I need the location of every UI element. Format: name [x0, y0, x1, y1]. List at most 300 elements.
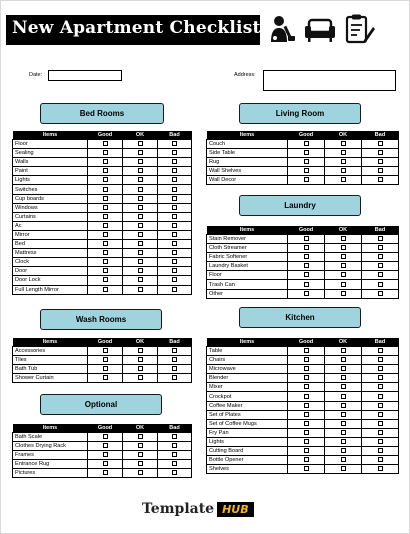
- washrooms-heading: Wash Rooms: [40, 309, 162, 330]
- bad-cell: [158, 267, 192, 276]
- optional-heading: Optional: [40, 394, 162, 415]
- good-checkbox[interactable]: [103, 375, 108, 380]
- ok-checkbox[interactable]: [138, 168, 143, 173]
- column-header-ok: OK: [123, 424, 158, 433]
- ok-checkbox[interactable]: [138, 159, 143, 164]
- bad-checkbox[interactable]: [172, 268, 177, 273]
- ok-checkbox[interactable]: [138, 287, 143, 292]
- ok-cell: [123, 460, 158, 469]
- good-checkbox[interactable]: [103, 366, 108, 371]
- ok-checkbox[interactable]: [138, 443, 143, 448]
- ok-cell: [123, 230, 158, 239]
- table-row: [207, 280, 399, 289]
- table-row: [13, 167, 192, 176]
- bad-checkbox[interactable]: [172, 259, 177, 264]
- ok-checkbox[interactable]: [138, 241, 143, 246]
- ok-checkbox[interactable]: [341, 466, 346, 471]
- bad-cell: [158, 347, 192, 356]
- bad-cell: [158, 285, 192, 294]
- good-checkbox[interactable]: [103, 205, 108, 210]
- ok-cell: [325, 383, 362, 392]
- table-row: [207, 140, 399, 149]
- table-row: [207, 437, 399, 446]
- bad-cell: [158, 221, 192, 230]
- table-row: [207, 392, 399, 401]
- bad-checkbox[interactable]: [378, 177, 383, 182]
- bad-checkbox[interactable]: [172, 196, 177, 201]
- table-row: [13, 365, 192, 374]
- bad-checkbox[interactable]: [172, 452, 177, 457]
- item-label: Crockpot: [207, 392, 288, 401]
- good-checkbox[interactable]: [304, 272, 309, 277]
- ok-checkbox[interactable]: [341, 282, 346, 287]
- ok-cell: [325, 244, 362, 253]
- ok-cell: [325, 465, 362, 474]
- ok-checkbox[interactable]: [341, 384, 346, 389]
- table-row: [207, 465, 399, 474]
- good-cell: [88, 240, 123, 249]
- page-title: New Apartment Checklist: [12, 18, 261, 38]
- column-header-ok: OK: [123, 338, 158, 347]
- bedrooms-table: [12, 131, 192, 295]
- bad-checkbox[interactable]: [378, 457, 383, 462]
- good-checkbox[interactable]: [103, 250, 108, 255]
- bad-cell: [158, 356, 192, 365]
- table-row: [13, 258, 192, 267]
- table-row: [13, 140, 192, 149]
- column-header-ok: OK: [123, 131, 158, 140]
- table-row: [13, 267, 192, 276]
- good-cell: [288, 401, 325, 410]
- good-checkbox[interactable]: [304, 448, 309, 453]
- bad-checkbox[interactable]: [378, 375, 383, 380]
- item-label: Other: [207, 289, 288, 298]
- good-checkbox[interactable]: [304, 466, 309, 471]
- good-checkbox[interactable]: [304, 439, 309, 444]
- table-row: [13, 451, 192, 460]
- good-cell: [288, 383, 325, 392]
- table-row: [13, 158, 192, 167]
- item-label: Clock: [13, 258, 88, 267]
- good-checkbox[interactable]: [103, 177, 108, 182]
- ok-checkbox[interactable]: [341, 291, 346, 296]
- bad-checkbox[interactable]: [378, 430, 383, 435]
- ok-checkbox[interactable]: [341, 272, 346, 277]
- ok-checkbox[interactable]: [138, 277, 143, 282]
- item-label: Curtains: [13, 212, 88, 221]
- bad-cell: [362, 262, 399, 271]
- good-cell: [88, 230, 123, 239]
- good-cell: [288, 392, 325, 401]
- good-checkbox[interactable]: [103, 214, 108, 219]
- table-row: [207, 149, 399, 158]
- ok-checkbox[interactable]: [341, 439, 346, 444]
- bad-checkbox[interactable]: [172, 159, 177, 164]
- bad-checkbox[interactable]: [172, 168, 177, 173]
- ok-cell: [123, 374, 158, 383]
- ok-checkbox[interactable]: [138, 232, 143, 237]
- good-checkbox[interactable]: [103, 223, 108, 228]
- ok-cell: [325, 140, 362, 149]
- item-label: Ac: [13, 221, 88, 230]
- ok-checkbox[interactable]: [341, 394, 346, 399]
- ok-cell: [123, 140, 158, 149]
- ok-checkbox[interactable]: [138, 470, 143, 475]
- table-row: [207, 262, 399, 271]
- ok-checkbox[interactable]: [138, 187, 143, 192]
- good-cell: [288, 149, 325, 158]
- ok-checkbox[interactable]: [341, 366, 346, 371]
- good-cell: [288, 140, 325, 149]
- ok-checkbox[interactable]: [341, 448, 346, 453]
- item-label: Stain Remover: [207, 235, 288, 244]
- bad-checkbox[interactable]: [172, 443, 177, 448]
- item-label: Accessories: [13, 347, 88, 356]
- good-checkbox[interactable]: [103, 196, 108, 201]
- table-row: [207, 244, 399, 253]
- item-label: Mirror: [13, 230, 88, 239]
- good-cell: [288, 374, 325, 383]
- good-checkbox[interactable]: [103, 287, 108, 292]
- good-cell: [88, 140, 123, 149]
- bad-checkbox[interactable]: [172, 150, 177, 155]
- table-row: [207, 410, 399, 419]
- ok-cell: [325, 271, 362, 280]
- bad-checkbox[interactable]: [378, 466, 383, 471]
- good-cell: [288, 419, 325, 428]
- item-label: Bed: [13, 240, 88, 249]
- bad-checkbox[interactable]: [378, 236, 383, 241]
- table-row: [13, 203, 192, 212]
- good-checkbox[interactable]: [304, 168, 309, 173]
- bad-checkbox[interactable]: [172, 232, 177, 237]
- table-row: [13, 185, 192, 194]
- table-row: [13, 176, 192, 185]
- table-row: [207, 253, 399, 262]
- good-checkbox[interactable]: [304, 177, 309, 182]
- bad-checkbox[interactable]: [378, 357, 383, 362]
- good-checkbox[interactable]: [304, 421, 309, 426]
- bad-checkbox[interactable]: [378, 448, 383, 453]
- table-row: [207, 176, 399, 185]
- good-checkbox[interactable]: [103, 443, 108, 448]
- ok-cell: [325, 235, 362, 244]
- bad-checkbox[interactable]: [378, 439, 383, 444]
- column-header-bad: Bad: [158, 338, 192, 347]
- bad-checkbox[interactable]: [378, 403, 383, 408]
- ok-checkbox[interactable]: [138, 205, 143, 210]
- bad-checkbox[interactable]: [378, 150, 383, 155]
- good-checkbox[interactable]: [304, 254, 309, 259]
- ok-checkbox[interactable]: [138, 177, 143, 182]
- good-checkbox[interactable]: [304, 291, 309, 296]
- item-label: Switches: [13, 185, 88, 194]
- good-cell: [288, 280, 325, 289]
- bad-cell: [362, 289, 399, 298]
- bad-cell: [362, 365, 399, 374]
- table-row: [13, 285, 192, 294]
- good-cell: [88, 285, 123, 294]
- ok-cell: [325, 149, 362, 158]
- ok-checkbox[interactable]: [341, 421, 346, 426]
- bad-cell: [362, 437, 399, 446]
- washrooms-table: [12, 338, 192, 383]
- item-label: Door Lock: [13, 276, 88, 285]
- ok-cell: [325, 392, 362, 401]
- bad-cell: [158, 140, 192, 149]
- bad-cell: [362, 465, 399, 474]
- bad-checkbox[interactable]: [378, 394, 383, 399]
- ok-cell: [325, 456, 362, 465]
- good-checkbox[interactable]: [304, 430, 309, 435]
- bad-checkbox[interactable]: [378, 245, 383, 250]
- good-cell: [88, 158, 123, 167]
- ok-cell: [325, 347, 362, 356]
- good-checkbox[interactable]: [103, 461, 108, 466]
- good-checkbox[interactable]: [304, 384, 309, 389]
- ok-cell: [123, 469, 158, 478]
- ok-cell: [123, 194, 158, 203]
- ok-checkbox[interactable]: [341, 150, 346, 155]
- item-label: Shower Curtain: [13, 374, 88, 383]
- bad-checkbox[interactable]: [378, 254, 383, 259]
- bad-checkbox[interactable]: [378, 141, 383, 146]
- ok-checkbox[interactable]: [138, 452, 143, 457]
- table-row: [207, 365, 399, 374]
- good-checkbox[interactable]: [103, 357, 108, 362]
- ok-cell: [123, 365, 158, 374]
- column-header-item: Items: [207, 131, 288, 140]
- good-cell: [88, 460, 123, 469]
- table-row: [207, 456, 399, 465]
- good-checkbox[interactable]: [304, 282, 309, 287]
- ok-checkbox[interactable]: [341, 348, 346, 353]
- ok-checkbox[interactable]: [341, 168, 346, 173]
- good-checkbox[interactable]: [304, 394, 309, 399]
- good-cell: [88, 276, 123, 285]
- good-checkbox[interactable]: [103, 470, 108, 475]
- good-checkbox[interactable]: [304, 236, 309, 241]
- table-header-row: [207, 131, 399, 140]
- table-row: [207, 356, 399, 365]
- bad-checkbox[interactable]: [172, 348, 177, 353]
- logo-text-hub: HUB: [217, 502, 254, 517]
- bad-checkbox[interactable]: [378, 366, 383, 371]
- living-room-heading: Living Room: [239, 103, 361, 124]
- good-checkbox[interactable]: [103, 168, 108, 173]
- good-cell: [88, 249, 123, 258]
- good-checkbox[interactable]: [103, 434, 108, 439]
- bad-checkbox[interactable]: [172, 205, 177, 210]
- item-label: Set of Coffee Mugs: [207, 419, 288, 428]
- good-checkbox[interactable]: [103, 187, 108, 192]
- ok-cell: [123, 185, 158, 194]
- ok-checkbox[interactable]: [138, 250, 143, 255]
- bad-checkbox[interactable]: [378, 272, 383, 277]
- good-cell: [88, 212, 123, 221]
- ok-checkbox[interactable]: [138, 214, 143, 219]
- item-label: Bath Tub: [13, 365, 88, 374]
- bad-checkbox[interactable]: [172, 366, 177, 371]
- good-cell: [88, 167, 123, 176]
- good-checkbox[interactable]: [103, 141, 108, 146]
- good-checkbox[interactable]: [103, 268, 108, 273]
- good-cell: [288, 253, 325, 262]
- ok-checkbox[interactable]: [341, 177, 346, 182]
- table-row: [207, 235, 399, 244]
- bad-checkbox[interactable]: [172, 223, 177, 228]
- column-header-bad: Bad: [158, 424, 192, 433]
- ok-checkbox[interactable]: [138, 375, 143, 380]
- item-label: Lights: [13, 176, 88, 185]
- bad-cell: [362, 176, 399, 185]
- bad-checkbox[interactable]: [172, 461, 177, 466]
- good-checkbox[interactable]: [103, 348, 108, 353]
- bad-cell: [362, 149, 399, 158]
- good-checkbox[interactable]: [103, 259, 108, 264]
- good-cell: [288, 158, 325, 167]
- bad-checkbox[interactable]: [172, 357, 177, 362]
- item-label: Fry Pan: [207, 428, 288, 437]
- table-row: [13, 221, 192, 230]
- ok-checkbox[interactable]: [341, 254, 346, 259]
- table-row: [13, 149, 192, 158]
- bad-checkbox[interactable]: [378, 421, 383, 426]
- ok-checkbox[interactable]: [341, 357, 346, 362]
- ok-checkbox[interactable]: [341, 245, 346, 250]
- good-cell: [88, 258, 123, 267]
- good-checkbox[interactable]: [304, 245, 309, 250]
- ok-cell: [123, 285, 158, 294]
- ok-checkbox[interactable]: [138, 196, 143, 201]
- ok-checkbox[interactable]: [138, 348, 143, 353]
- good-checkbox[interactable]: [304, 150, 309, 155]
- item-label: Table: [207, 347, 288, 356]
- good-checkbox[interactable]: [304, 366, 309, 371]
- ok-checkbox[interactable]: [341, 403, 346, 408]
- good-checkbox[interactable]: [103, 159, 108, 164]
- bad-checkbox[interactable]: [378, 159, 383, 164]
- bad-checkbox[interactable]: [172, 141, 177, 146]
- bad-checkbox[interactable]: [378, 412, 383, 417]
- ok-checkbox[interactable]: [138, 223, 143, 228]
- good-checkbox[interactable]: [103, 150, 108, 155]
- good-checkbox[interactable]: [304, 159, 309, 164]
- date-field[interactable]: [48, 70, 122, 81]
- bad-checkbox[interactable]: [172, 177, 177, 182]
- ok-checkbox[interactable]: [138, 268, 143, 273]
- bad-cell: [362, 410, 399, 419]
- table-row: [207, 271, 399, 280]
- table-header-row: [207, 226, 399, 235]
- table-header-row: [13, 424, 192, 433]
- good-cell: [288, 167, 325, 176]
- bad-cell: [158, 374, 192, 383]
- ok-cell: [123, 203, 158, 212]
- good-cell: [288, 176, 325, 185]
- ok-checkbox[interactable]: [341, 263, 346, 268]
- ok-checkbox[interactable]: [341, 159, 346, 164]
- good-checkbox[interactable]: [304, 348, 309, 353]
- ok-checkbox[interactable]: [341, 457, 346, 462]
- good-cell: [88, 176, 123, 185]
- bad-cell: [158, 433, 192, 442]
- good-checkbox[interactable]: [304, 141, 309, 146]
- item-label: Floor: [13, 140, 88, 149]
- bad-checkbox[interactable]: [378, 291, 383, 296]
- good-cell: [88, 203, 123, 212]
- table-row: [13, 442, 192, 451]
- good-checkbox[interactable]: [304, 457, 309, 462]
- ok-checkbox[interactable]: [138, 259, 143, 264]
- bad-checkbox[interactable]: [378, 384, 383, 389]
- bad-checkbox[interactable]: [172, 434, 177, 439]
- address-field[interactable]: [263, 70, 396, 91]
- good-checkbox[interactable]: [304, 263, 309, 268]
- item-label: Trash Can: [207, 280, 288, 289]
- bad-checkbox[interactable]: [172, 277, 177, 282]
- good-checkbox[interactable]: [103, 452, 108, 457]
- bad-cell: [158, 240, 192, 249]
- ok-checkbox[interactable]: [341, 375, 346, 380]
- bad-checkbox[interactable]: [378, 168, 383, 173]
- good-checkbox[interactable]: [103, 241, 108, 246]
- ok-checkbox[interactable]: [138, 366, 143, 371]
- column-header-good: Good: [88, 131, 123, 140]
- good-cell: [88, 267, 123, 276]
- table-row: [13, 469, 192, 478]
- ok-cell: [325, 176, 362, 185]
- bad-checkbox[interactable]: [172, 375, 177, 380]
- bad-cell: [362, 280, 399, 289]
- bad-checkbox[interactable]: [172, 287, 177, 292]
- ok-checkbox[interactable]: [341, 412, 346, 417]
- good-checkbox[interactable]: [304, 403, 309, 408]
- column-header-good: Good: [288, 131, 325, 140]
- bad-checkbox[interactable]: [378, 348, 383, 353]
- bad-checkbox[interactable]: [378, 263, 383, 268]
- bad-checkbox[interactable]: [172, 250, 177, 255]
- ok-checkbox[interactable]: [138, 434, 143, 439]
- bad-cell: [362, 428, 399, 437]
- ok-checkbox[interactable]: [138, 357, 143, 362]
- bad-checkbox[interactable]: [172, 187, 177, 192]
- bad-checkbox[interactable]: [378, 282, 383, 287]
- ok-cell: [325, 356, 362, 365]
- ok-checkbox[interactable]: [341, 430, 346, 435]
- bad-checkbox[interactable]: [172, 241, 177, 246]
- good-checkbox[interactable]: [103, 277, 108, 282]
- good-checkbox[interactable]: [304, 412, 309, 417]
- column-header-ok: OK: [325, 131, 362, 140]
- item-label: Side Table: [207, 149, 288, 158]
- laundry-heading: Laundry: [239, 195, 361, 216]
- ok-checkbox[interactable]: [341, 141, 346, 146]
- item-label: Blender: [207, 374, 288, 383]
- item-label: Walls: [13, 158, 88, 167]
- ok-checkbox[interactable]: [138, 461, 143, 466]
- good-checkbox[interactable]: [304, 357, 309, 362]
- ok-checkbox[interactable]: [138, 141, 143, 146]
- bad-checkbox[interactable]: [172, 470, 177, 475]
- ok-checkbox[interactable]: [341, 236, 346, 241]
- good-checkbox[interactable]: [103, 232, 108, 237]
- ok-checkbox[interactable]: [138, 150, 143, 155]
- bad-cell: [158, 365, 192, 374]
- bad-cell: [158, 451, 192, 460]
- good-checkbox[interactable]: [304, 375, 309, 380]
- bad-checkbox[interactable]: [172, 214, 177, 219]
